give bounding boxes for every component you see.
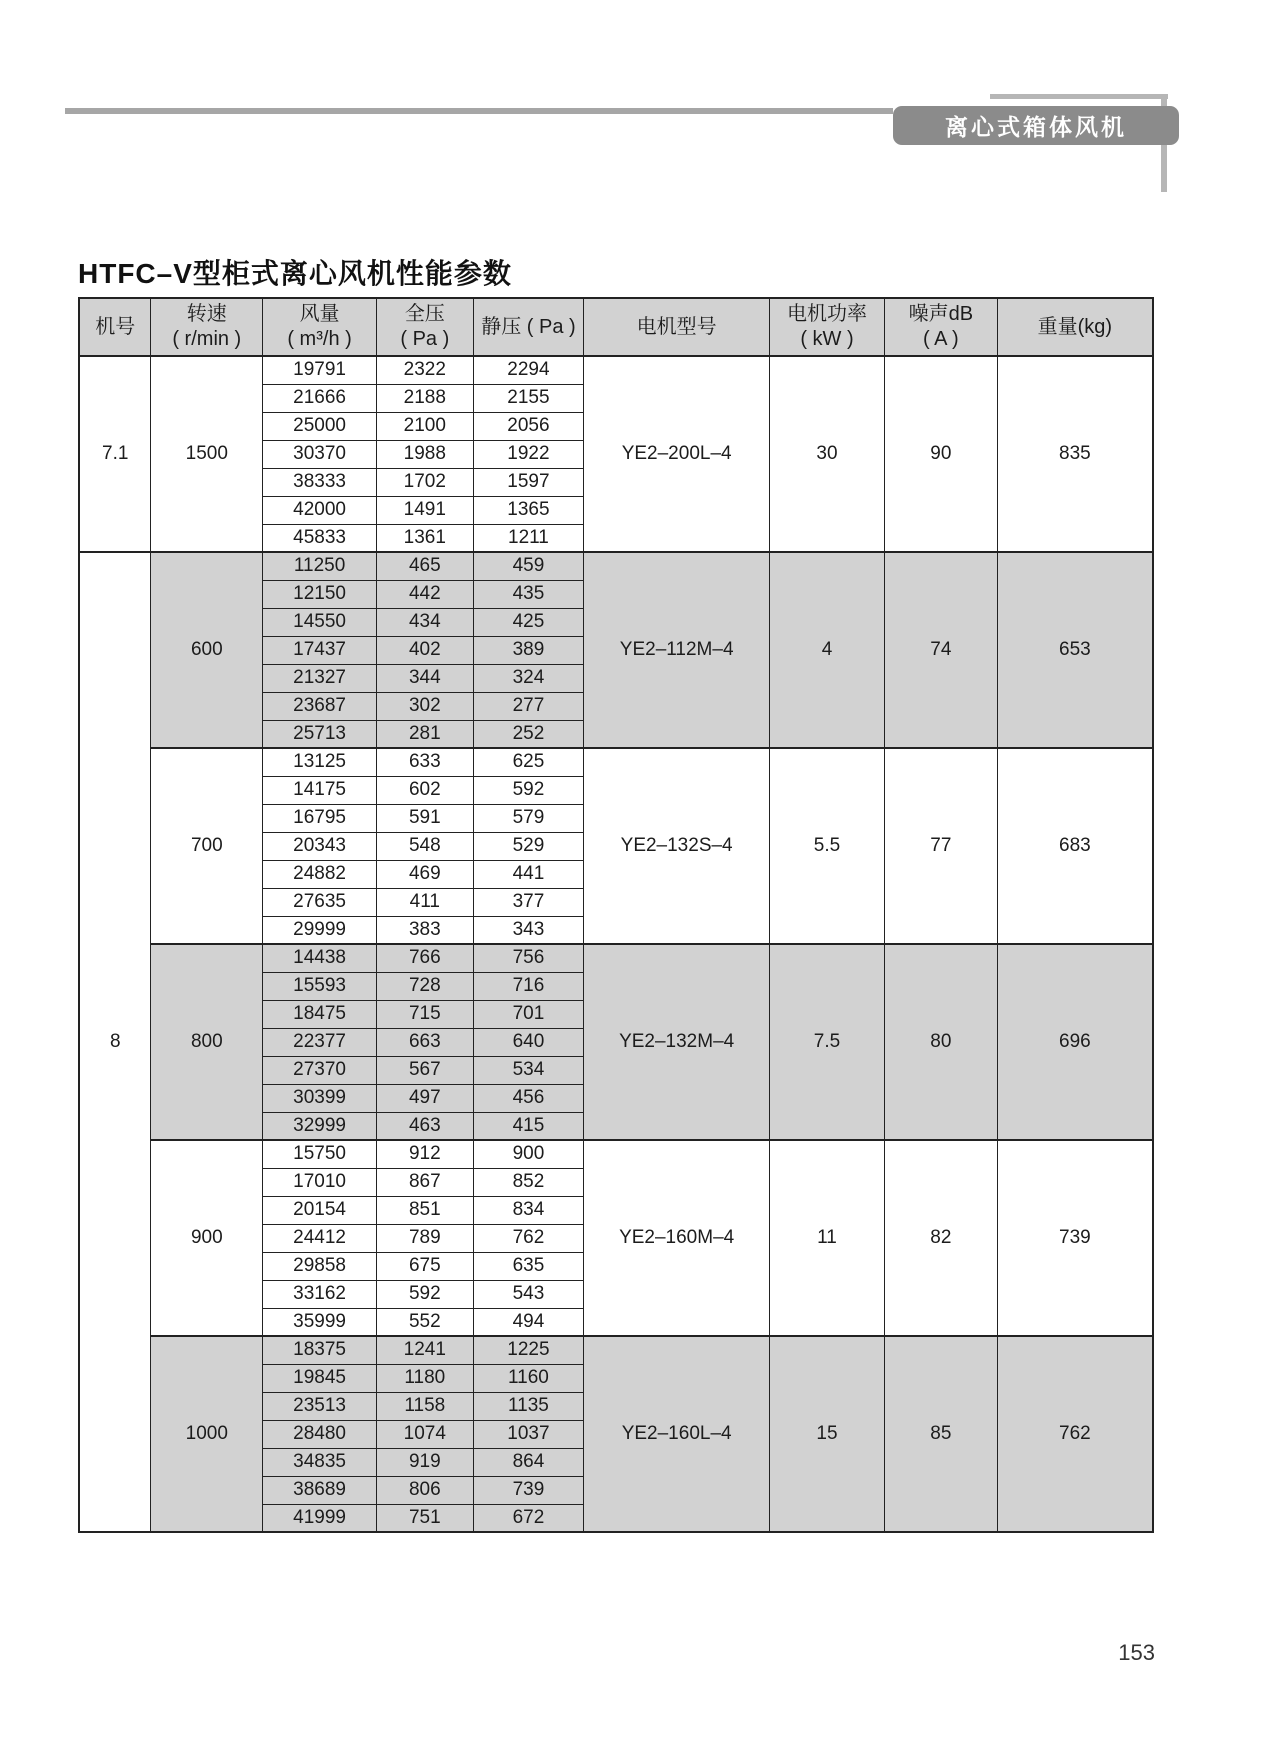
cell-motor-power: 7.5 <box>770 944 885 1140</box>
cell-airflow: 23513 <box>263 1392 377 1420</box>
cell-airflow: 32999 <box>263 1112 377 1140</box>
col-header-motor-power: 电机功率 ( kW ) <box>770 298 885 356</box>
header-corner-line-horizontal <box>990 94 1168 99</box>
col-header-speed: 转速 ( r/min ) <box>151 298 263 356</box>
cell-static-pressure: 1160 <box>473 1364 584 1392</box>
cell-motor-model: YE2–200L–4 <box>584 356 770 552</box>
table-row <box>79 944 1153 972</box>
cell-noise: 85 <box>884 1336 997 1532</box>
cell-motor-power: 15 <box>770 1336 885 1532</box>
cell-airflow: 13125 <box>263 748 377 776</box>
cell-motor-power: 4 <box>770 552 885 748</box>
cell-airflow: 25713 <box>263 720 377 748</box>
cell-total-pressure: 912 <box>376 1140 473 1168</box>
col-header-motor-model: 电机型号 <box>584 298 770 356</box>
cell-total-pressure: 469 <box>376 860 473 888</box>
cell-airflow: 12150 <box>263 580 377 608</box>
cell-airflow: 34835 <box>263 1448 377 1476</box>
cell-total-pressure: 728 <box>376 972 473 1000</box>
cell-static-pressure: 2155 <box>473 384 584 412</box>
cell-total-pressure: 766 <box>376 944 473 972</box>
cell-total-pressure: 567 <box>376 1056 473 1084</box>
cell-airflow: 25000 <box>263 412 377 440</box>
cell-static-pressure: 324 <box>473 664 584 692</box>
cell-total-pressure: 715 <box>376 1000 473 1028</box>
cell-weight: 739 <box>997 1140 1153 1336</box>
col-header-machine-no: 机号 <box>79 298 151 356</box>
cell-static-pressure: 435 <box>473 580 584 608</box>
table-row <box>79 1336 1153 1364</box>
cell-weight: 653 <box>997 552 1153 748</box>
cell-airflow: 17437 <box>263 636 377 664</box>
cell-total-pressure: 2188 <box>376 384 473 412</box>
cell-total-pressure: 851 <box>376 1196 473 1224</box>
cell-airflow: 30399 <box>263 1084 377 1112</box>
cell-airflow: 24412 <box>263 1224 377 1252</box>
cell-airflow: 19845 <box>263 1364 377 1392</box>
cell-airflow: 29999 <box>263 916 377 944</box>
col-header-total-pressure: 全压 ( Pa ) <box>376 298 473 356</box>
cell-airflow: 27635 <box>263 888 377 916</box>
cell-total-pressure: 663 <box>376 1028 473 1056</box>
cell-airflow: 18375 <box>263 1336 377 1364</box>
cell-static-pressure: 415 <box>473 1112 584 1140</box>
cell-airflow: 22377 <box>263 1028 377 1056</box>
cell-total-pressure: 1491 <box>376 496 473 524</box>
cell-airflow: 16795 <box>263 804 377 832</box>
cell-airflow: 35999 <box>263 1308 377 1336</box>
cell-total-pressure: 1180 <box>376 1364 473 1392</box>
cell-speed: 800 <box>151 944 263 1140</box>
cell-total-pressure: 1988 <box>376 440 473 468</box>
cell-total-pressure: 2100 <box>376 412 473 440</box>
cell-motor-power: 11 <box>770 1140 885 1336</box>
cell-noise: 90 <box>884 356 997 552</box>
cell-airflow: 17010 <box>263 1168 377 1196</box>
cell-motor-model: YE2–132S–4 <box>584 748 770 944</box>
cell-static-pressure: 377 <box>473 888 584 916</box>
cell-total-pressure: 1241 <box>376 1336 473 1364</box>
cell-speed: 700 <box>151 748 263 944</box>
cell-noise: 74 <box>884 552 997 748</box>
cell-total-pressure: 751 <box>376 1504 473 1532</box>
page-title: HTFC–V型柜式离心风机性能参数 <box>78 258 512 289</box>
cell-total-pressure: 281 <box>376 720 473 748</box>
cell-total-pressure: 402 <box>376 636 473 664</box>
cell-total-pressure: 302 <box>376 692 473 720</box>
cell-airflow: 14550 <box>263 608 377 636</box>
cell-static-pressure: 864 <box>473 1448 584 1476</box>
cell-total-pressure: 592 <box>376 1280 473 1308</box>
cell-static-pressure: 389 <box>473 636 584 664</box>
cell-static-pressure: 1922 <box>473 440 584 468</box>
table-row <box>79 748 1153 776</box>
cell-motor-model: YE2–112M–4 <box>584 552 770 748</box>
cell-static-pressure: 852 <box>473 1168 584 1196</box>
cell-static-pressure: 635 <box>473 1252 584 1280</box>
cell-total-pressure: 383 <box>376 916 473 944</box>
cell-total-pressure: 675 <box>376 1252 473 1280</box>
cell-static-pressure: 579 <box>473 804 584 832</box>
cell-total-pressure: 411 <box>376 888 473 916</box>
page-number: 153 <box>1118 1640 1155 1665</box>
table-row <box>79 356 1153 384</box>
cell-static-pressure: 756 <box>473 944 584 972</box>
cell-airflow: 15750 <box>263 1140 377 1168</box>
cell-total-pressure: 1361 <box>376 524 473 552</box>
cell-static-pressure: 1225 <box>473 1336 584 1364</box>
cell-static-pressure: 277 <box>473 692 584 720</box>
cell-total-pressure: 602 <box>376 776 473 804</box>
performance-table <box>78 297 1154 1533</box>
cell-static-pressure: 672 <box>473 1504 584 1532</box>
cell-airflow: 30370 <box>263 440 377 468</box>
cell-airflow: 19791 <box>263 356 377 384</box>
table-header <box>79 298 1153 356</box>
cell-airflow: 14438 <box>263 944 377 972</box>
cell-motor-power: 30 <box>770 356 885 552</box>
cell-static-pressure: 425 <box>473 608 584 636</box>
cell-weight: 696 <box>997 944 1153 1140</box>
cell-total-pressure: 2322 <box>376 356 473 384</box>
cell-noise: 77 <box>884 748 997 944</box>
cell-airflow: 20343 <box>263 832 377 860</box>
cell-total-pressure: 442 <box>376 580 473 608</box>
cell-airflow: 23687 <box>263 692 377 720</box>
table-row <box>79 1140 1153 1168</box>
cell-machine-no: 7.1 <box>79 356 151 552</box>
cell-static-pressure: 343 <box>473 916 584 944</box>
cell-static-pressure: 716 <box>473 972 584 1000</box>
cell-weight: 683 <box>997 748 1153 944</box>
cell-static-pressure: 1135 <box>473 1392 584 1420</box>
cell-airflow: 11250 <box>263 552 377 580</box>
cell-speed: 900 <box>151 1140 263 1336</box>
cell-total-pressure: 867 <box>376 1168 473 1196</box>
cell-static-pressure: 543 <box>473 1280 584 1308</box>
cell-total-pressure: 465 <box>376 552 473 580</box>
cell-airflow: 28480 <box>263 1420 377 1448</box>
cell-airflow: 14175 <box>263 776 377 804</box>
header-rule-left <box>65 108 893 114</box>
col-header-noise: 噪声dB ( A ) <box>884 298 997 356</box>
cell-airflow: 27370 <box>263 1056 377 1084</box>
cell-static-pressure: 456 <box>473 1084 584 1112</box>
cell-total-pressure: 497 <box>376 1084 473 1112</box>
cell-motor-model: YE2–160L–4 <box>584 1336 770 1532</box>
table-row <box>79 552 1153 580</box>
cell-static-pressure: 834 <box>473 1196 584 1224</box>
cell-airflow: 29858 <box>263 1252 377 1280</box>
cell-airflow: 21327 <box>263 664 377 692</box>
cell-airflow: 15593 <box>263 972 377 1000</box>
cell-airflow: 18475 <box>263 1000 377 1028</box>
cell-speed: 1500 <box>151 356 263 552</box>
table-body <box>79 356 1153 1532</box>
cell-static-pressure: 2056 <box>473 412 584 440</box>
cell-motor-model: YE2–160M–4 <box>584 1140 770 1336</box>
cell-machine-no: 8 <box>79 552 151 1532</box>
cell-motor-model: YE2–132M–4 <box>584 944 770 1140</box>
cell-static-pressure: 1037 <box>473 1420 584 1448</box>
cell-static-pressure: 592 <box>473 776 584 804</box>
cell-total-pressure: 552 <box>376 1308 473 1336</box>
cell-weight: 762 <box>997 1336 1153 1532</box>
cell-noise: 80 <box>884 944 997 1140</box>
cell-total-pressure: 1158 <box>376 1392 473 1420</box>
cell-static-pressure: 534 <box>473 1056 584 1084</box>
col-header-weight: 重量(kg) <box>997 298 1153 356</box>
cell-total-pressure: 806 <box>376 1476 473 1504</box>
cell-static-pressure: 529 <box>473 832 584 860</box>
cell-static-pressure: 625 <box>473 748 584 776</box>
cell-total-pressure: 1702 <box>376 468 473 496</box>
cell-airflow: 41999 <box>263 1504 377 1532</box>
cell-motor-power: 5.5 <box>770 748 885 944</box>
cell-airflow: 45833 <box>263 524 377 552</box>
cell-static-pressure: 640 <box>473 1028 584 1056</box>
cell-static-pressure: 494 <box>473 1308 584 1336</box>
cell-total-pressure: 919 <box>376 1448 473 1476</box>
cell-airflow: 33162 <box>263 1280 377 1308</box>
cell-weight: 835 <box>997 356 1153 552</box>
cell-total-pressure: 434 <box>376 608 473 636</box>
cell-total-pressure: 591 <box>376 804 473 832</box>
cell-total-pressure: 1074 <box>376 1420 473 1448</box>
cell-static-pressure: 739 <box>473 1476 584 1504</box>
cell-total-pressure: 633 <box>376 748 473 776</box>
cell-airflow: 38689 <box>263 1476 377 1504</box>
section-badge: 离心式箱体风机 <box>893 106 1179 145</box>
cell-total-pressure: 789 <box>376 1224 473 1252</box>
cell-airflow: 42000 <box>263 496 377 524</box>
cell-static-pressure: 900 <box>473 1140 584 1168</box>
cell-static-pressure: 2294 <box>473 356 584 384</box>
cell-noise: 82 <box>884 1140 997 1336</box>
col-header-static-pressure: 静压 ( Pa ) <box>473 298 584 356</box>
cell-airflow: 24882 <box>263 860 377 888</box>
cell-static-pressure: 701 <box>473 1000 584 1028</box>
cell-airflow: 38333 <box>263 468 377 496</box>
cell-airflow: 20154 <box>263 1196 377 1224</box>
cell-static-pressure: 1211 <box>473 524 584 552</box>
cell-static-pressure: 459 <box>473 552 584 580</box>
cell-total-pressure: 548 <box>376 832 473 860</box>
cell-speed: 600 <box>151 552 263 748</box>
cell-total-pressure: 463 <box>376 1112 473 1140</box>
cell-static-pressure: 252 <box>473 720 584 748</box>
cell-static-pressure: 1597 <box>473 468 584 496</box>
cell-static-pressure: 762 <box>473 1224 584 1252</box>
cell-speed: 1000 <box>151 1336 263 1532</box>
cell-static-pressure: 441 <box>473 860 584 888</box>
col-header-airflow: 风量 ( m³/h ) <box>263 298 377 356</box>
cell-total-pressure: 344 <box>376 664 473 692</box>
cell-static-pressure: 1365 <box>473 496 584 524</box>
cell-airflow: 21666 <box>263 384 377 412</box>
